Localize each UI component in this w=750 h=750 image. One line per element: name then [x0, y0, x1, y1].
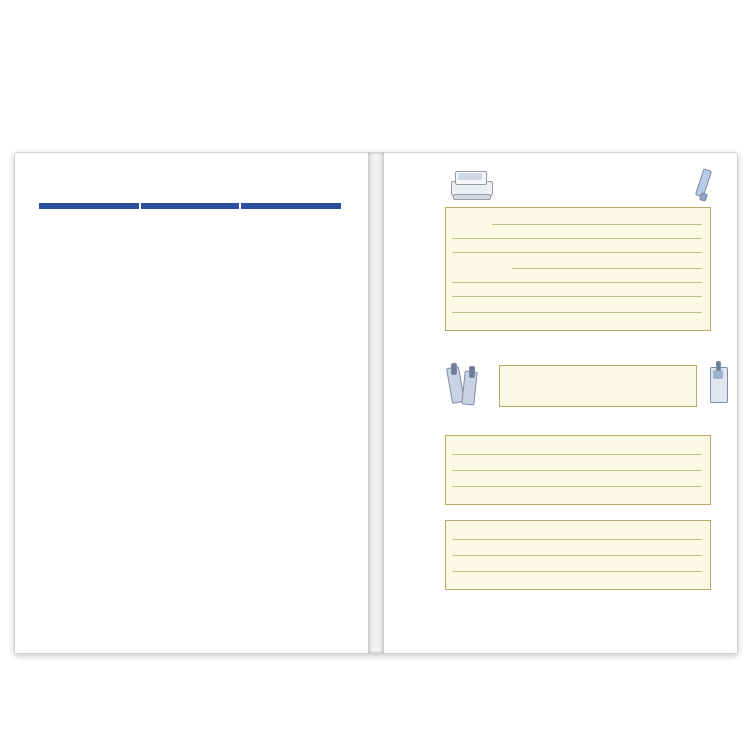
quote-text: [500, 366, 696, 370]
col-fractions-2: [140, 204, 173, 209]
planner-spread: [14, 152, 738, 654]
fractions-table: [39, 203, 341, 209]
right-page: [387, 153, 737, 653]
left-page: [15, 153, 365, 653]
important-numbers-panel[interactable]: [445, 207, 711, 331]
col-fractions-1: [40, 204, 73, 209]
friend-entry-1[interactable]: [445, 435, 711, 505]
col-decimals-3: [274, 204, 307, 209]
cordless-phones-icon: [445, 363, 491, 407]
fractions-table-wrap: [39, 203, 341, 209]
col-percent-2: [207, 204, 240, 209]
table-header-row: [40, 204, 341, 209]
col-decimals-1: [73, 204, 106, 209]
mobile-phone-icon: [705, 361, 735, 407]
desk-phone-icon: [449, 167, 493, 201]
col-decimals-2: [173, 204, 206, 209]
col-percent-1: [106, 204, 139, 209]
page-gutter: [368, 153, 384, 653]
stylus-icon: [687, 167, 721, 201]
quote-box: [499, 365, 697, 407]
col-fractions-3: [240, 204, 273, 209]
col-percent-3: [307, 204, 341, 209]
friend-entry-2[interactable]: [445, 520, 711, 590]
